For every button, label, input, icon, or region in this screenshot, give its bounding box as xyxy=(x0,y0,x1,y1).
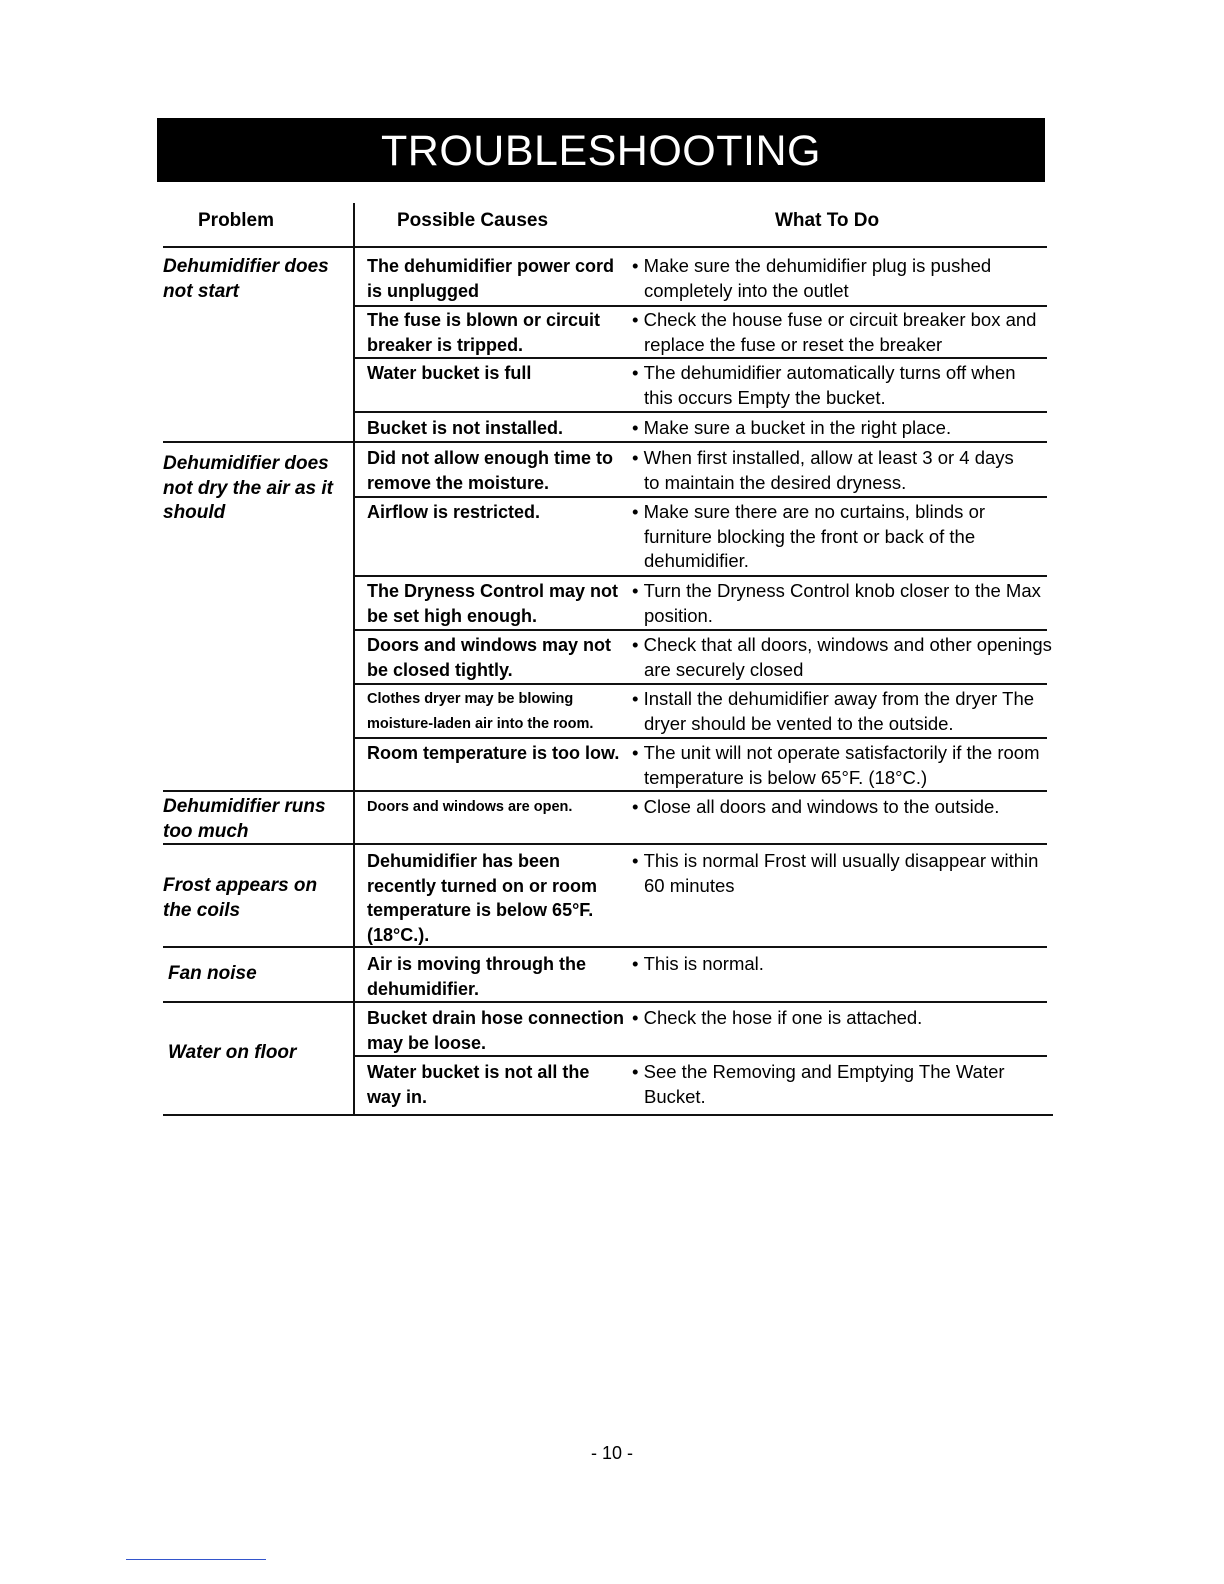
row-rule xyxy=(353,575,1047,577)
page-title: TROUBLESHOOTING xyxy=(157,118,1045,182)
problem-label: Dehumidifier does not dry the air as it should xyxy=(163,453,333,523)
row-rule xyxy=(353,629,1047,631)
remedy-text: • Check that all doors, windows and other openings are securely closed xyxy=(632,633,1074,682)
remedy-text: • When first installed, allow at least 3 or 4 days to maintain the desired dryness. xyxy=(632,446,1034,495)
cause-text: Airflow is restricted. xyxy=(367,502,541,522)
problem-label: Frost appears on the coils xyxy=(163,875,318,921)
remedy-text: • The unit will not operate satisfactorily if the room temperature is below 65°F. (18°C.) xyxy=(632,741,1074,790)
cause-text: Doors and windows may not be closed tightly. xyxy=(367,635,612,680)
remedy-text: • Make sure there are no curtains, blinds or furniture blocking the front or back of the dehumidifier. xyxy=(632,500,1054,574)
remedy-text: • The dehumidifier automatically turns off when this occurs Empty the bucket. xyxy=(632,361,1034,410)
remedy-text: • See the Removing and Emptying The Water Bucket. xyxy=(632,1060,1054,1109)
remedy-text: • Turn the Dryness Control knob closer to the Max position. xyxy=(632,579,1074,628)
cause-text: Bucket drain hose connection may be loose. xyxy=(367,1008,625,1053)
remedy-text: • Check the hose if one is attached. xyxy=(632,1006,1074,1031)
row-rule xyxy=(353,737,1047,739)
header-what-to-do: What To Do xyxy=(775,210,880,231)
cause-text: Did not allow enough time to remove the moisture. xyxy=(367,448,613,493)
row-rule xyxy=(353,1055,1047,1057)
row-rule xyxy=(353,496,1047,498)
row-rule xyxy=(353,683,1047,685)
group-rule xyxy=(163,1001,1047,1003)
row-rule xyxy=(353,357,1047,359)
cause-text: The fuse is blown or circuit breaker is tripped. xyxy=(367,310,601,355)
footer-rule xyxy=(126,1559,266,1560)
remedy-text: • Close all doors and windows to the outside. xyxy=(632,795,1074,820)
header-possible-causes: Possible Causes xyxy=(397,210,549,231)
cause-text: Water bucket is full xyxy=(367,363,532,383)
problem-label: Dehumidifier runs too much xyxy=(163,796,326,842)
cause-text: Room temperature is too low. xyxy=(367,743,620,763)
group-rule xyxy=(163,790,1047,792)
cause-text: Clothes dryer may be blowing moisture-laden air into the room. xyxy=(367,691,594,732)
remedy-text: • Make sure the dehumidifier plug is pushed completely into the outlet xyxy=(632,254,1074,303)
problem-label: Water on floor xyxy=(168,1042,297,1063)
cause-text: The dehumidifier power cord is unplugged xyxy=(367,256,615,301)
row-rule xyxy=(353,411,1047,413)
remedy-text: • Install the dehumidifier away from the dryer The dryer should be vented to the outside. xyxy=(632,687,1074,736)
group-rule xyxy=(163,441,1047,443)
header-problem: Problem xyxy=(198,210,275,231)
cause-text: The Dryness Control may not be set high enough. xyxy=(367,581,619,626)
remedy-text: • Make sure a bucket in the right place. xyxy=(632,416,1074,441)
remedy-text: • This is normal. xyxy=(632,952,1074,977)
remedy-text: • This is normal Frost will usually disappear within 60 minutes xyxy=(632,849,1064,898)
remedy-text: • Check the house fuse or circuit breaker box and replace the fuse or reset the breaker xyxy=(632,308,1074,357)
cause-text: Doors and windows are open. xyxy=(367,799,573,815)
cause-text: Bucket is not installed. xyxy=(367,418,564,438)
problem-label: Dehumidifier does not start xyxy=(163,256,329,302)
cause-text: Dehumidifier has been recently turned on or room temperature is below 65°F. (18°C.). xyxy=(367,851,598,945)
row-rule xyxy=(353,305,1047,307)
header-bottom-rule xyxy=(163,246,1047,248)
problem-label: Fan noise xyxy=(168,963,257,984)
cause-text: Water bucket is not all the way in. xyxy=(367,1062,590,1107)
page-number: - 10 - xyxy=(590,1443,633,1463)
cause-text: Air is moving through the dehumidifier. xyxy=(367,954,586,999)
table-bottom-rule xyxy=(163,1114,1053,1116)
